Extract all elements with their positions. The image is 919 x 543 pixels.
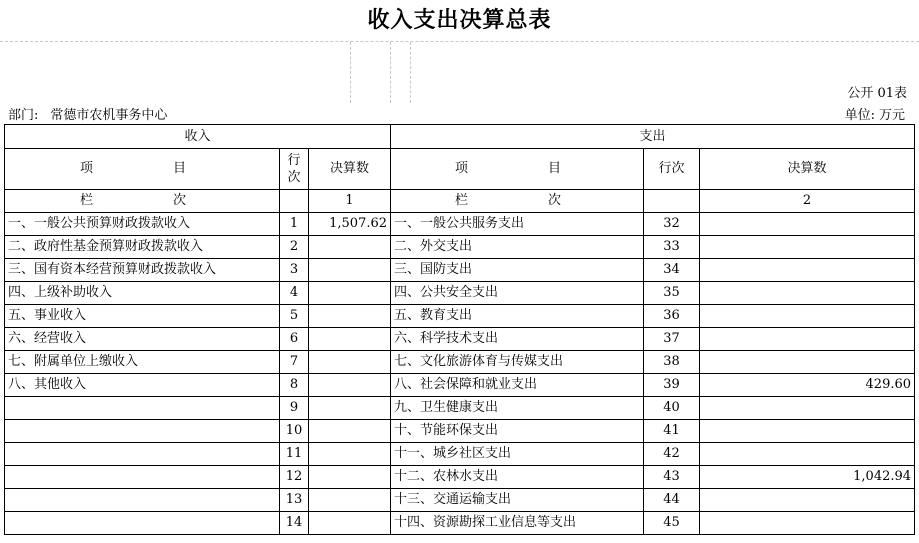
income-row-no-header[interactable]: 行次 — [280, 149, 309, 190]
expense-row-no-cell[interactable]: 42 — [644, 443, 700, 466]
expense-row-no-header[interactable]: 行次 — [644, 149, 700, 190]
income-item-cell[interactable]: 六、经营收入 — [5, 328, 280, 351]
income-row-no-cell[interactable]: 1 — [280, 213, 309, 236]
income-row-no-cell[interactable]: 11 — [280, 443, 309, 466]
expense-row-no-cell[interactable]: 37 — [644, 328, 700, 351]
unit-label: 单位: — [844, 108, 875, 123]
expense-row-no-cell[interactable]: 32 — [644, 213, 700, 236]
income-index-blank[interactable] — [280, 190, 309, 213]
expense-amount-header[interactable]: 决算数 — [700, 149, 915, 190]
income-row-no-cell[interactable]: 2 — [280, 236, 309, 259]
income-amount-cell[interactable] — [309, 328, 391, 351]
table-row — [5, 213, 915, 236]
table-row — [5, 374, 915, 397]
dept-name: 常德市农机事务中心 — [50, 108, 168, 123]
section-header-row — [5, 125, 915, 149]
unit-line — [845, 104, 909, 123]
table-row — [5, 328, 915, 351]
income-section-header[interactable]: 收入 — [5, 125, 391, 149]
income-row-no-cell[interactable]: 13 — [280, 489, 309, 512]
income-item-cell[interactable] — [5, 397, 280, 420]
income-amount-cell[interactable] — [309, 236, 391, 259]
table-row — [5, 443, 915, 466]
table-row — [5, 512, 915, 535]
expense-row-no-cell[interactable]: 40 — [644, 397, 700, 420]
expense-amount-cell[interactable] — [700, 443, 915, 466]
expense-item-header-text: 项 目 — [455, 161, 580, 176]
expense-amount-cell[interactable] — [700, 236, 915, 259]
expense-index-label-text: 栏 次 — [455, 193, 580, 208]
expense-item-cell[interactable]: 四、公共安全支出 — [391, 282, 644, 305]
income-amount-cell[interactable] — [309, 282, 391, 305]
income-index-label[interactable] — [5, 190, 280, 213]
column-header-row — [5, 149, 915, 190]
expense-row-no-cell[interactable]: 45 — [644, 512, 700, 535]
income-item-cell[interactable]: 八、其他收入 — [5, 374, 280, 397]
income-row-no-cell[interactable]: 10 — [280, 420, 309, 443]
income-amount-cell[interactable] — [309, 374, 391, 397]
income-row-no-cell[interactable]: 4 — [280, 282, 309, 305]
expense-amount-cell[interactable] — [700, 351, 915, 374]
expense-row-no-cell[interactable]: 39 — [644, 374, 700, 397]
expense-item-cell[interactable]: 十、节能环保支出 — [391, 420, 644, 443]
expense-row-no-cell[interactable]: 36 — [644, 305, 700, 328]
income-item-cell[interactable]: 三、国有资本经营预算财政拨款收入 — [5, 259, 280, 282]
expense-section-header[interactable]: 支出 — [391, 125, 915, 149]
income-index-label-text: 栏 次 — [79, 193, 204, 208]
expense-amount-cell[interactable] — [700, 305, 915, 328]
expense-row-no-cell[interactable]: 43 — [644, 466, 700, 489]
income-row-no-cell[interactable]: 5 — [280, 305, 309, 328]
expense-item-cell[interactable]: 十三、交通运输支出 — [391, 489, 644, 512]
income-item-cell[interactable]: 四、上级补助收入 — [5, 282, 280, 305]
expense-item-cell[interactable]: 三、国防支出 — [391, 259, 644, 282]
income-row-no-cell[interactable]: 9 — [280, 397, 309, 420]
page-title: 收入支出决算总表 — [367, 7, 552, 33]
column-index-row — [5, 190, 915, 213]
income-amount-cell[interactable] — [309, 466, 391, 489]
expense-index-label[interactable] — [391, 190, 644, 213]
department-line — [8, 104, 179, 123]
table-row — [5, 305, 915, 328]
income-amount-cell[interactable] — [309, 512, 391, 535]
expense-amount-cell[interactable] — [700, 420, 915, 443]
expense-index-blank[interactable] — [644, 190, 700, 213]
table-row — [5, 420, 915, 443]
expense-amount-cell[interactable]: 1,042.94 — [700, 466, 915, 489]
expense-item-cell[interactable]: 二、外交支出 — [391, 236, 644, 259]
income-row-no-cell[interactable]: 7 — [280, 351, 309, 374]
income-amount-cell[interactable] — [309, 351, 391, 374]
expense-item-cell[interactable]: 五、教育支出 — [391, 305, 644, 328]
expense-amount-cell[interactable] — [700, 259, 915, 282]
expense-item-cell[interactable]: 六、科学技术支出 — [391, 328, 644, 351]
income-item-header-text: 项 目 — [79, 161, 204, 176]
expense-item-cell[interactable]: 十一、城乡社区支出 — [391, 443, 644, 466]
income-amount-cell[interactable] — [309, 259, 391, 282]
expense-amount-cell[interactable] — [700, 512, 915, 535]
expense-index-2[interactable]: 2 — [700, 190, 915, 213]
income-amount-cell[interactable] — [309, 397, 391, 420]
income-row-no-cell[interactable]: 3 — [280, 259, 309, 282]
table-row — [5, 259, 915, 282]
income-item-header[interactable] — [5, 149, 280, 190]
income-item-cell[interactable]: 七、附属单位上缴收入 — [5, 351, 280, 374]
income-row-no-cell[interactable]: 14 — [280, 512, 309, 535]
expense-row-no-cell[interactable]: 41 — [644, 420, 700, 443]
income-amount-cell[interactable]: 1,507.62 — [309, 213, 391, 236]
income-index-1[interactable]: 1 — [309, 190, 391, 213]
expense-row-no-cell[interactable]: 34 — [644, 259, 700, 282]
expense-row-no-cell[interactable]: 35 — [644, 282, 700, 305]
income-amount-header[interactable]: 决算数 — [309, 149, 391, 190]
expense-amount-cell[interactable] — [700, 213, 915, 236]
income-amount-cell[interactable] — [309, 420, 391, 443]
expense-amount-cell[interactable] — [700, 489, 915, 512]
expense-item-cell[interactable]: 八、社会保障和就业支出 — [391, 374, 644, 397]
expense-row-no-cell[interactable]: 38 — [644, 351, 700, 374]
unit-value: 万元 — [878, 108, 905, 123]
income-item-cell[interactable] — [5, 443, 280, 466]
income-item-cell[interactable]: 五、事业收入 — [5, 305, 280, 328]
income-item-cell[interactable] — [5, 420, 280, 443]
income-row-no-cell[interactable]: 6 — [280, 328, 309, 351]
income-amount-cell[interactable] — [309, 443, 391, 466]
income-item-cell[interactable] — [5, 466, 280, 489]
income-item-cell[interactable]: 二、政府性基金预算财政拨款收入 — [5, 236, 280, 259]
income-row-no-cell[interactable]: 12 — [280, 466, 309, 489]
income-item-cell[interactable]: 一、一般公共预算财政拨款收入 — [5, 213, 280, 236]
expense-item-header[interactable] — [391, 149, 644, 190]
income-amount-cell[interactable] — [309, 489, 391, 512]
expense-amount-cell[interactable] — [700, 397, 915, 420]
expense-item-cell[interactable]: 十四、资源勘探工业信息等支出 — [391, 512, 644, 535]
expense-item-cell[interactable]: 一、一般公共服务支出 — [391, 213, 644, 236]
expense-item-cell[interactable]: 九、卫生健康支出 — [391, 397, 644, 420]
form-number: 公开 01表 — [847, 86, 907, 101]
income-row-no-cell[interactable]: 8 — [280, 374, 309, 397]
summary-table — [4, 124, 915, 535]
expense-item-cell[interactable]: 七、文化旅游体育与传媒支出 — [391, 351, 644, 374]
table-row — [5, 466, 915, 489]
table-row — [5, 351, 915, 374]
expense-row-no-cell[interactable]: 33 — [644, 236, 700, 259]
table-row — [5, 236, 915, 259]
dept-label: 部门: — [8, 108, 39, 123]
expense-amount-cell[interactable] — [700, 282, 915, 305]
expense-row-no-cell[interactable]: 44 — [644, 489, 700, 512]
income-item-cell[interactable] — [5, 489, 280, 512]
summary-table-body — [5, 125, 915, 535]
expense-amount-cell[interactable]: 429.60 — [700, 374, 915, 397]
table-row — [5, 282, 915, 305]
table-row — [5, 397, 915, 420]
income-amount-cell[interactable] — [309, 305, 391, 328]
expense-item-cell[interactable]: 十二、农林水支出 — [391, 466, 644, 489]
expense-amount-cell[interactable] — [700, 328, 915, 351]
table-row — [5, 489, 915, 512]
income-item-cell[interactable] — [5, 512, 280, 535]
